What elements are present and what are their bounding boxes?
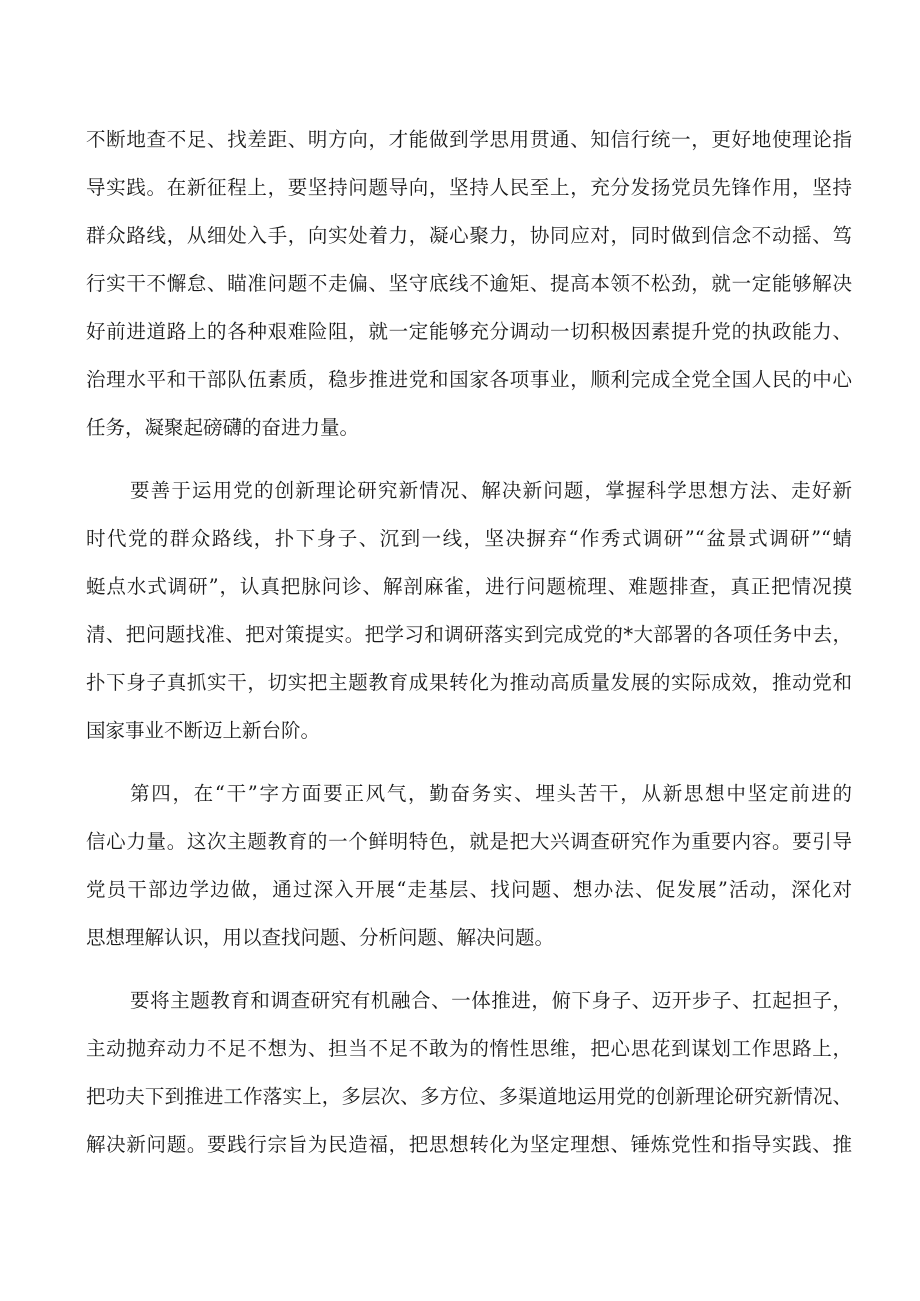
paragraph-line: 信心力量。这次主题教育的一个鲜明特色，就是把大兴调查研究作为重要内容。要引导 <box>86 830 852 853</box>
paragraph-line: 不断地查不足、找差距、明方向，才能做到学思用贯通、知信行统一，更好地使理论指 <box>86 128 852 151</box>
paragraph-line: 第四，在“干”字方面要正风气，勤奋务实、埋头苦干，从新思想中坚定前进的 <box>130 782 852 805</box>
paragraph-line: 群众路线，从细处入手，向实处着力，凝心聚力，协同应对，同时做到信念不动摇、笃 <box>86 224 852 247</box>
paragraph-line: 要善于运用党的创新理论研究新情况、解决新问题，掌握科学思想方法、走好新 <box>130 479 852 502</box>
paragraph-line: 清、把问题找准、把对策提实。把学习和调研落实到完成党的*大部署的各项任务中去， <box>86 623 852 646</box>
paragraph-line: 把功夫下到推进工作落实上，多层次、多方位、多渠道地运用党的创新理论研究新情况、 <box>86 1085 852 1108</box>
paragraph-line: 国家事业不断迈上新台阶。 <box>86 719 321 742</box>
paragraph-line: 要将主题教育和调查研究有机融合、一体推进，俯下身子、迈开步子、扛起担子， <box>130 989 852 1012</box>
paragraph-line: 蜓点水式调研”，认真把脉问诊、解剖麻雀，进行问题梳理、难题排查，真正把情况摸 <box>86 575 852 598</box>
paragraph-line: 主动抛弃动力不足不想为、担当不足不敢为的惰性思维，把心思花到谋划工作思路上， <box>86 1037 852 1060</box>
paragraph-line: 导实践。在新征程上，要坚持问题导向，坚持人民至上，充分发扬党员先锋作用，坚持 <box>86 176 852 199</box>
paragraph-line: 治理水平和干部队伍素质，稳步推进党和国家各项事业，顺利完成全党全国人民的中心 <box>86 368 852 391</box>
paragraph-1 <box>86 122 852 446</box>
paragraph-line: 扑下身子真抓实干，切实把主题教育成果转化为推动高质量发展的实际成效，推动党和 <box>86 671 852 694</box>
paragraph-line: 解决新问题。要践行宗旨为民造福，把思想转化为坚定理想、锤炼党性和指导实践、推 <box>86 1133 852 1156</box>
paragraph-3 <box>86 776 852 956</box>
paragraph-2 <box>86 473 852 749</box>
paragraph-line: 时代党的群众路线，扑下身子、沉到一线，坚决摒弃“作秀式调研”“盆景式调研”“蜻 <box>86 527 852 550</box>
paragraph-line: 思想理解认识，用以查找问题、分析问题、解决问题。 <box>86 926 555 949</box>
paragraph-line: 任务，凝聚起磅礴的奋进力量。 <box>86 416 360 439</box>
paragraph-line: 行实干不懈怠、瞄准问题不走偏、坚守底线不逾矩、提高本领不松劲，就一定能够解决 <box>86 272 852 295</box>
paragraph-line: 好前进道路上的各种艰难险阻，就一定能够充分调动一切积极因素提升党的执政能力、 <box>86 320 852 343</box>
document-body <box>86 122 852 1175</box>
paragraph-4 <box>86 983 852 1163</box>
paragraph-line: 党员干部边学边做，通过深入开展“走基层、找问题、想办法、促发展”活动，深化对 <box>86 878 852 901</box>
